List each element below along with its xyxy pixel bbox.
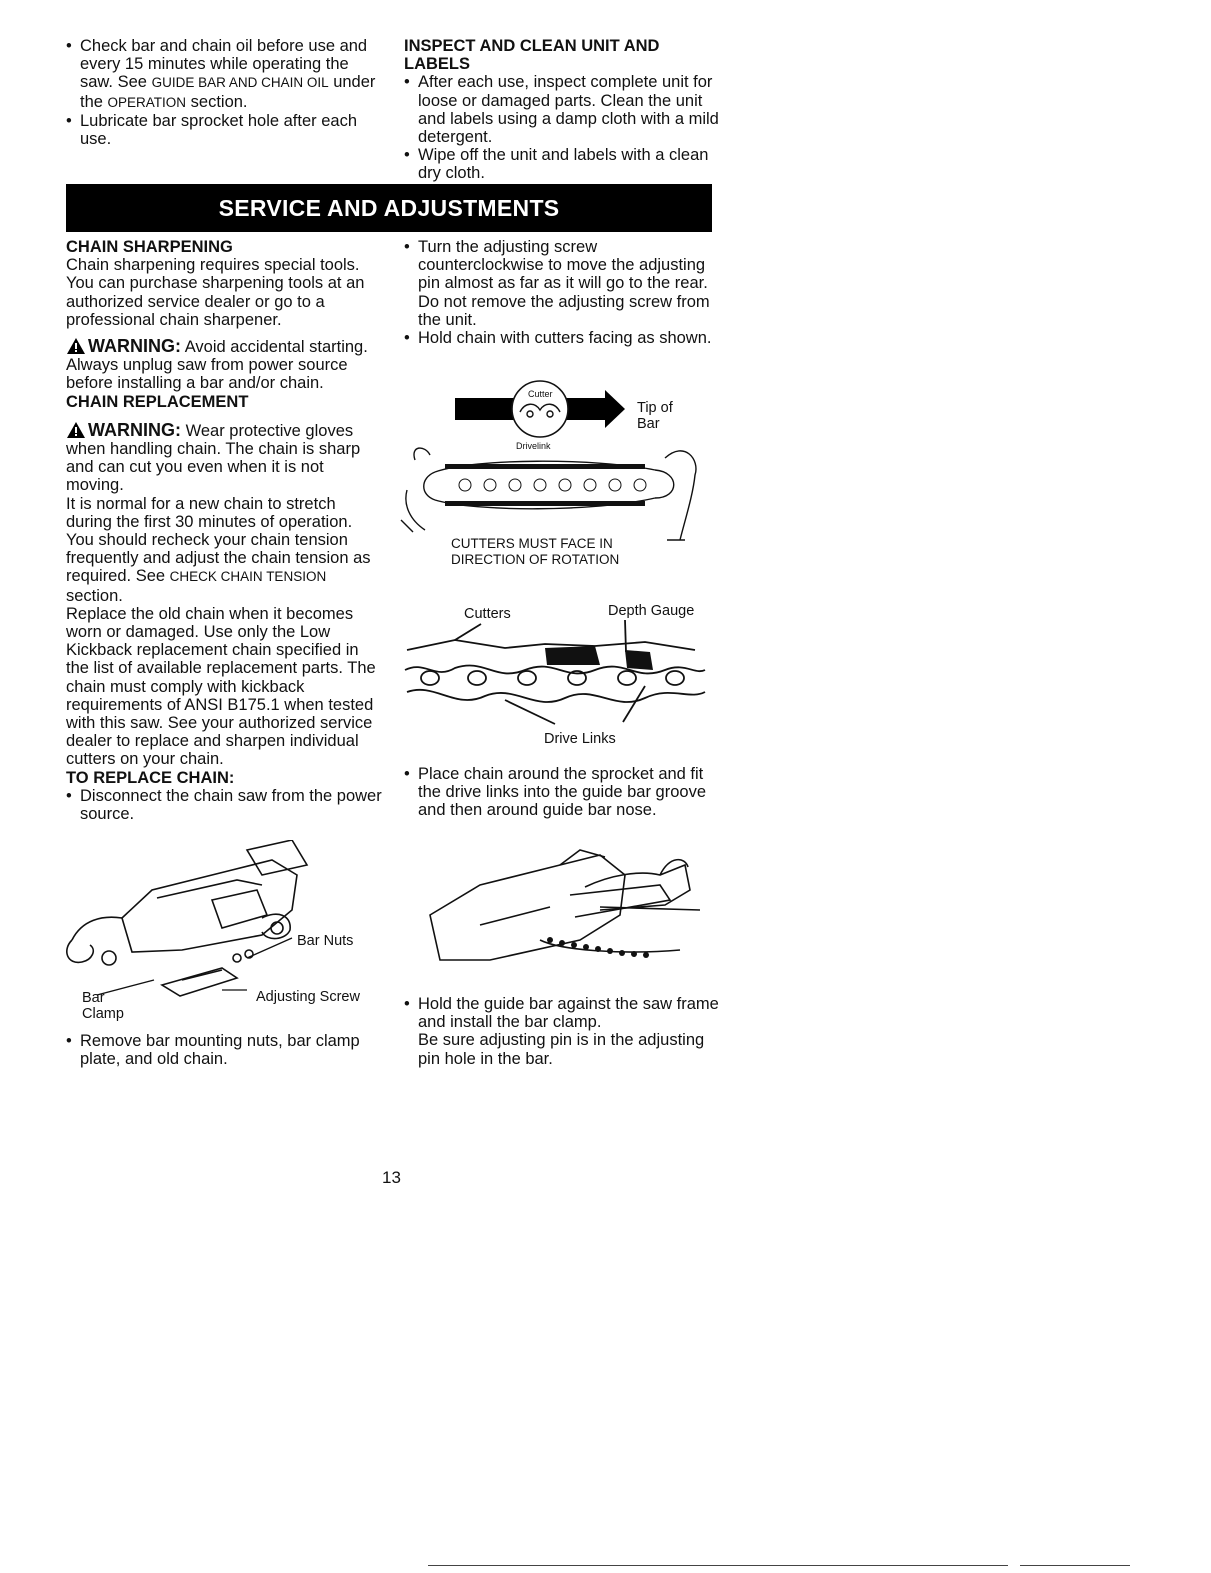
depth-gauge-label: Depth Gauge	[608, 603, 695, 619]
replace-chain-text: Replace the old chain when it becomes worn or damaged. Use only the Low Kickback replacement chain specified in the list of available replacement parts. The chain must comply with kickback requirements of ANSI B175.1 when tested with this saw. See your authorized service dealer to replace and sharpen individual cutters on your chain.	[66, 604, 376, 769]
be-sure-pin-text: Be sure adjusting pin is in the adjusting pin hole in the bar.	[418, 1031, 705, 1068]
chain-replacement-heading: CHAIN REPLACEMENT	[66, 392, 249, 411]
warning-gloves: WARNING: Wear protective gloves when handling chain. The chain is sharp and can cut you even when it is not moving.	[66, 419, 361, 495]
scan-footer-line	[1020, 1565, 1130, 1566]
chain-sharpening-text: Chain sharpening requires special tools. You can purchase sharpening tools at an authorized service dealer or go to a professional chain sharpener.	[66, 256, 365, 329]
right-column-top	[404, 238, 720, 347]
hand-placing-chain-figure	[420, 845, 720, 985]
hold-bar-wrap	[404, 995, 720, 1068]
warning-accidental-start: WARNING: Avoid accidental starting. Always unplug saw from power source before installing a bar and/or chain.	[66, 336, 368, 393]
drivelink-label: Drivelink	[516, 441, 551, 451]
turn-screw-bullet: • Turn the adjusting screw counterclockwise to move the adjusting pin almost as far as it will go to the rear. Do not remove the adjusting screw from the unit.	[404, 238, 720, 329]
bar-nuts-label: Bar Nuts	[297, 933, 354, 949]
remove-bullet: • Remove bar mounting nuts, bar clamp plate, and old chain.	[66, 1032, 382, 1068]
warning-triangle-icon	[66, 337, 86, 355]
inspect-clean-heading: INSPECT AND CLEAN UNIT AND LABELS	[404, 37, 660, 74]
drive-links-label: Drive Links	[544, 731, 616, 747]
page-number: 13	[382, 1168, 401, 1187]
bar-clamp-label: Bar Clamp	[82, 990, 124, 1022]
adjusting-screw-label: Adjusting Screw	[256, 989, 360, 1005]
oil-check-bullet: • Check bar and chain oil before use and every 15 minutes while operating the saw. See GUIDE BAR AND CHAIN OIL under the OPERATION section.	[66, 37, 382, 112]
hold-chain-bullet: • Hold chain with cutters facing as shown.	[404, 329, 720, 347]
top-right-column	[404, 37, 720, 183]
left-column	[66, 238, 382, 823]
chain-stretch-text: It is normal for a new chain to stretch during the first 30 minutes of operation. You should recheck your chain tension frequently and adjust the chain tension as required. See CHECK CHAIN TENSION section.	[66, 494, 371, 605]
inspect-bullet: • After each use, inspect complete unit for loose or damaged parts. Clean the unit and labels using a damp cloth with a mild detergent.	[404, 73, 720, 146]
cutter-label: Cutter	[528, 389, 553, 399]
section-banner: SERVICE AND ADJUSTMENTS	[66, 184, 712, 232]
warning-triangle-icon	[66, 421, 86, 439]
chain-sharpening-heading: CHAIN SHARPENING	[66, 238, 233, 256]
disconnect-bullet: • Disconnect the chain saw from the power source.	[66, 787, 382, 823]
cutters-direction-caption: CUTTERS MUST FACE IN DIRECTION OF ROTATION	[451, 536, 620, 567]
lubricate-bullet: • Lubricate bar sprocket hole after each use.	[66, 112, 382, 148]
top-left-column	[66, 37, 382, 148]
chain-profile-figure	[395, 620, 715, 732]
place-chain-wrap	[404, 765, 720, 820]
hold-guide-bar-bullet: • Hold the guide bar against the saw frame and install the bar clamp.	[404, 995, 720, 1031]
place-chain-bullet: • Place chain around the sprocket and fit the drive links into the guide bar groove and then around guide bar nose.	[404, 765, 720, 820]
scan-footer-line	[428, 1565, 1008, 1566]
wipe-bullet: • Wipe off the unit and labels with a clean dry cloth.	[404, 146, 720, 182]
to-replace-chain-heading: TO REPLACE CHAIN:	[66, 768, 235, 787]
remove-bullet-wrap	[66, 1032, 382, 1068]
tip-of-bar-label: Tip of Bar	[637, 400, 673, 432]
cutters-label: Cutters	[464, 606, 511, 622]
